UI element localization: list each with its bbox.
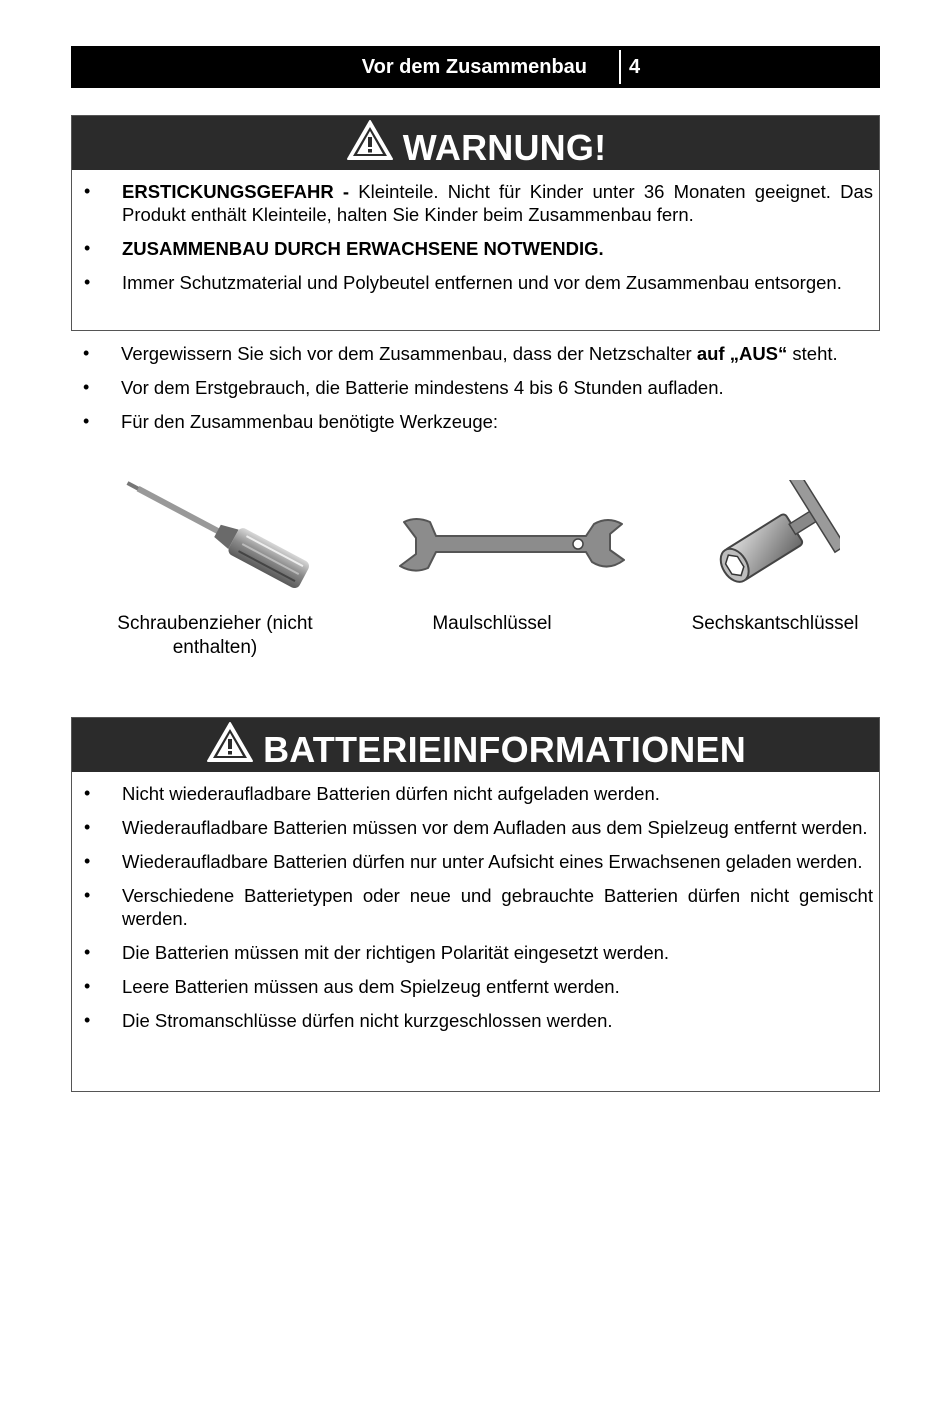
list-item: • Die Batterien müssen mit der richtigen Polarität eingesetzt werden. bbox=[72, 941, 879, 964]
socket-wrench-icon bbox=[700, 480, 840, 584]
tool-label-screwdriver: Schraubenzieher (nicht enthalten) bbox=[117, 613, 313, 658]
list-item: • Verschiedene Batterietypen oder neue und gebrauchte Batterien dürfen nicht gemischt werden. bbox=[72, 884, 879, 930]
battery-title: BATTERIEINFORMATIONEN bbox=[263, 729, 746, 770]
warning-header bbox=[72, 116, 879, 170]
battery-info-box bbox=[71, 717, 880, 1092]
list-item: • Immer Schutzmaterial und Polybeutel entfernen und vor dem Zusammenbau entsorgen. bbox=[72, 271, 879, 294]
page-number: 4 bbox=[629, 56, 641, 78]
header-divider bbox=[619, 50, 621, 84]
list-item: • Nicht wiederaufladbare Batterien dürfen nicht aufgeladen werden. bbox=[72, 782, 879, 805]
wrench-icon bbox=[396, 510, 628, 580]
warning-box bbox=[71, 115, 880, 331]
warning-list bbox=[72, 170, 879, 294]
list-item: • Für den Zusammenbau benötigte Werkzeuge: bbox=[71, 410, 880, 433]
list-item: • Die Stromanschlüsse dürfen nicht kurzgeschlossen werden. bbox=[72, 1009, 879, 1032]
warning-triangle-icon bbox=[205, 720, 255, 764]
screwdriver-icon bbox=[112, 474, 322, 594]
list-item: • Leere Batterien müssen aus dem Spielzeug entfernt werden. bbox=[72, 975, 879, 998]
list-item: • Wiederaufladbare Batterien dürfen nur unter Aufsicht eines Erwachsenen geladen werden. bbox=[72, 850, 879, 873]
list-item: • ZUSAMMENBAU DURCH ERWACHSENE NOTWENDIG. bbox=[72, 237, 879, 260]
list-item: • Vergewissern Sie sich vor dem Zusammenbau, dass der Netzschalter auf „AUS“ steht. bbox=[71, 342, 880, 365]
tool-label-wrench: Maulschlüssel bbox=[432, 613, 552, 634]
battery-list bbox=[72, 772, 879, 1032]
list-item: • Vor dem Erstgebrauch, die Batterie mindestens 4 bis 6 Stunden aufladen. bbox=[71, 376, 880, 399]
tool-label-socket-wrench: Sechskantschlüssel bbox=[691, 613, 859, 634]
page-header bbox=[71, 46, 880, 88]
battery-header bbox=[72, 718, 879, 772]
instructions-list bbox=[71, 342, 880, 444]
list-item: • Wiederaufladbare Batterien müssen vor dem Aufladen aus dem Spielzeug entfernt werden. bbox=[72, 816, 879, 839]
warning-triangle-icon bbox=[345, 118, 395, 162]
warning-title: WARNUNG! bbox=[402, 127, 607, 168]
list-item: • ERSTICKUNGSGEFAHR - Kleinteile. Nicht für Kinder unter 36 Monaten geeignet. Das Produkt enthält Kleinteile, halten Sie Kinder beim Zusammenbau fern. bbox=[72, 180, 879, 226]
section-title: Vor dem Zusammenbau bbox=[361, 56, 587, 78]
